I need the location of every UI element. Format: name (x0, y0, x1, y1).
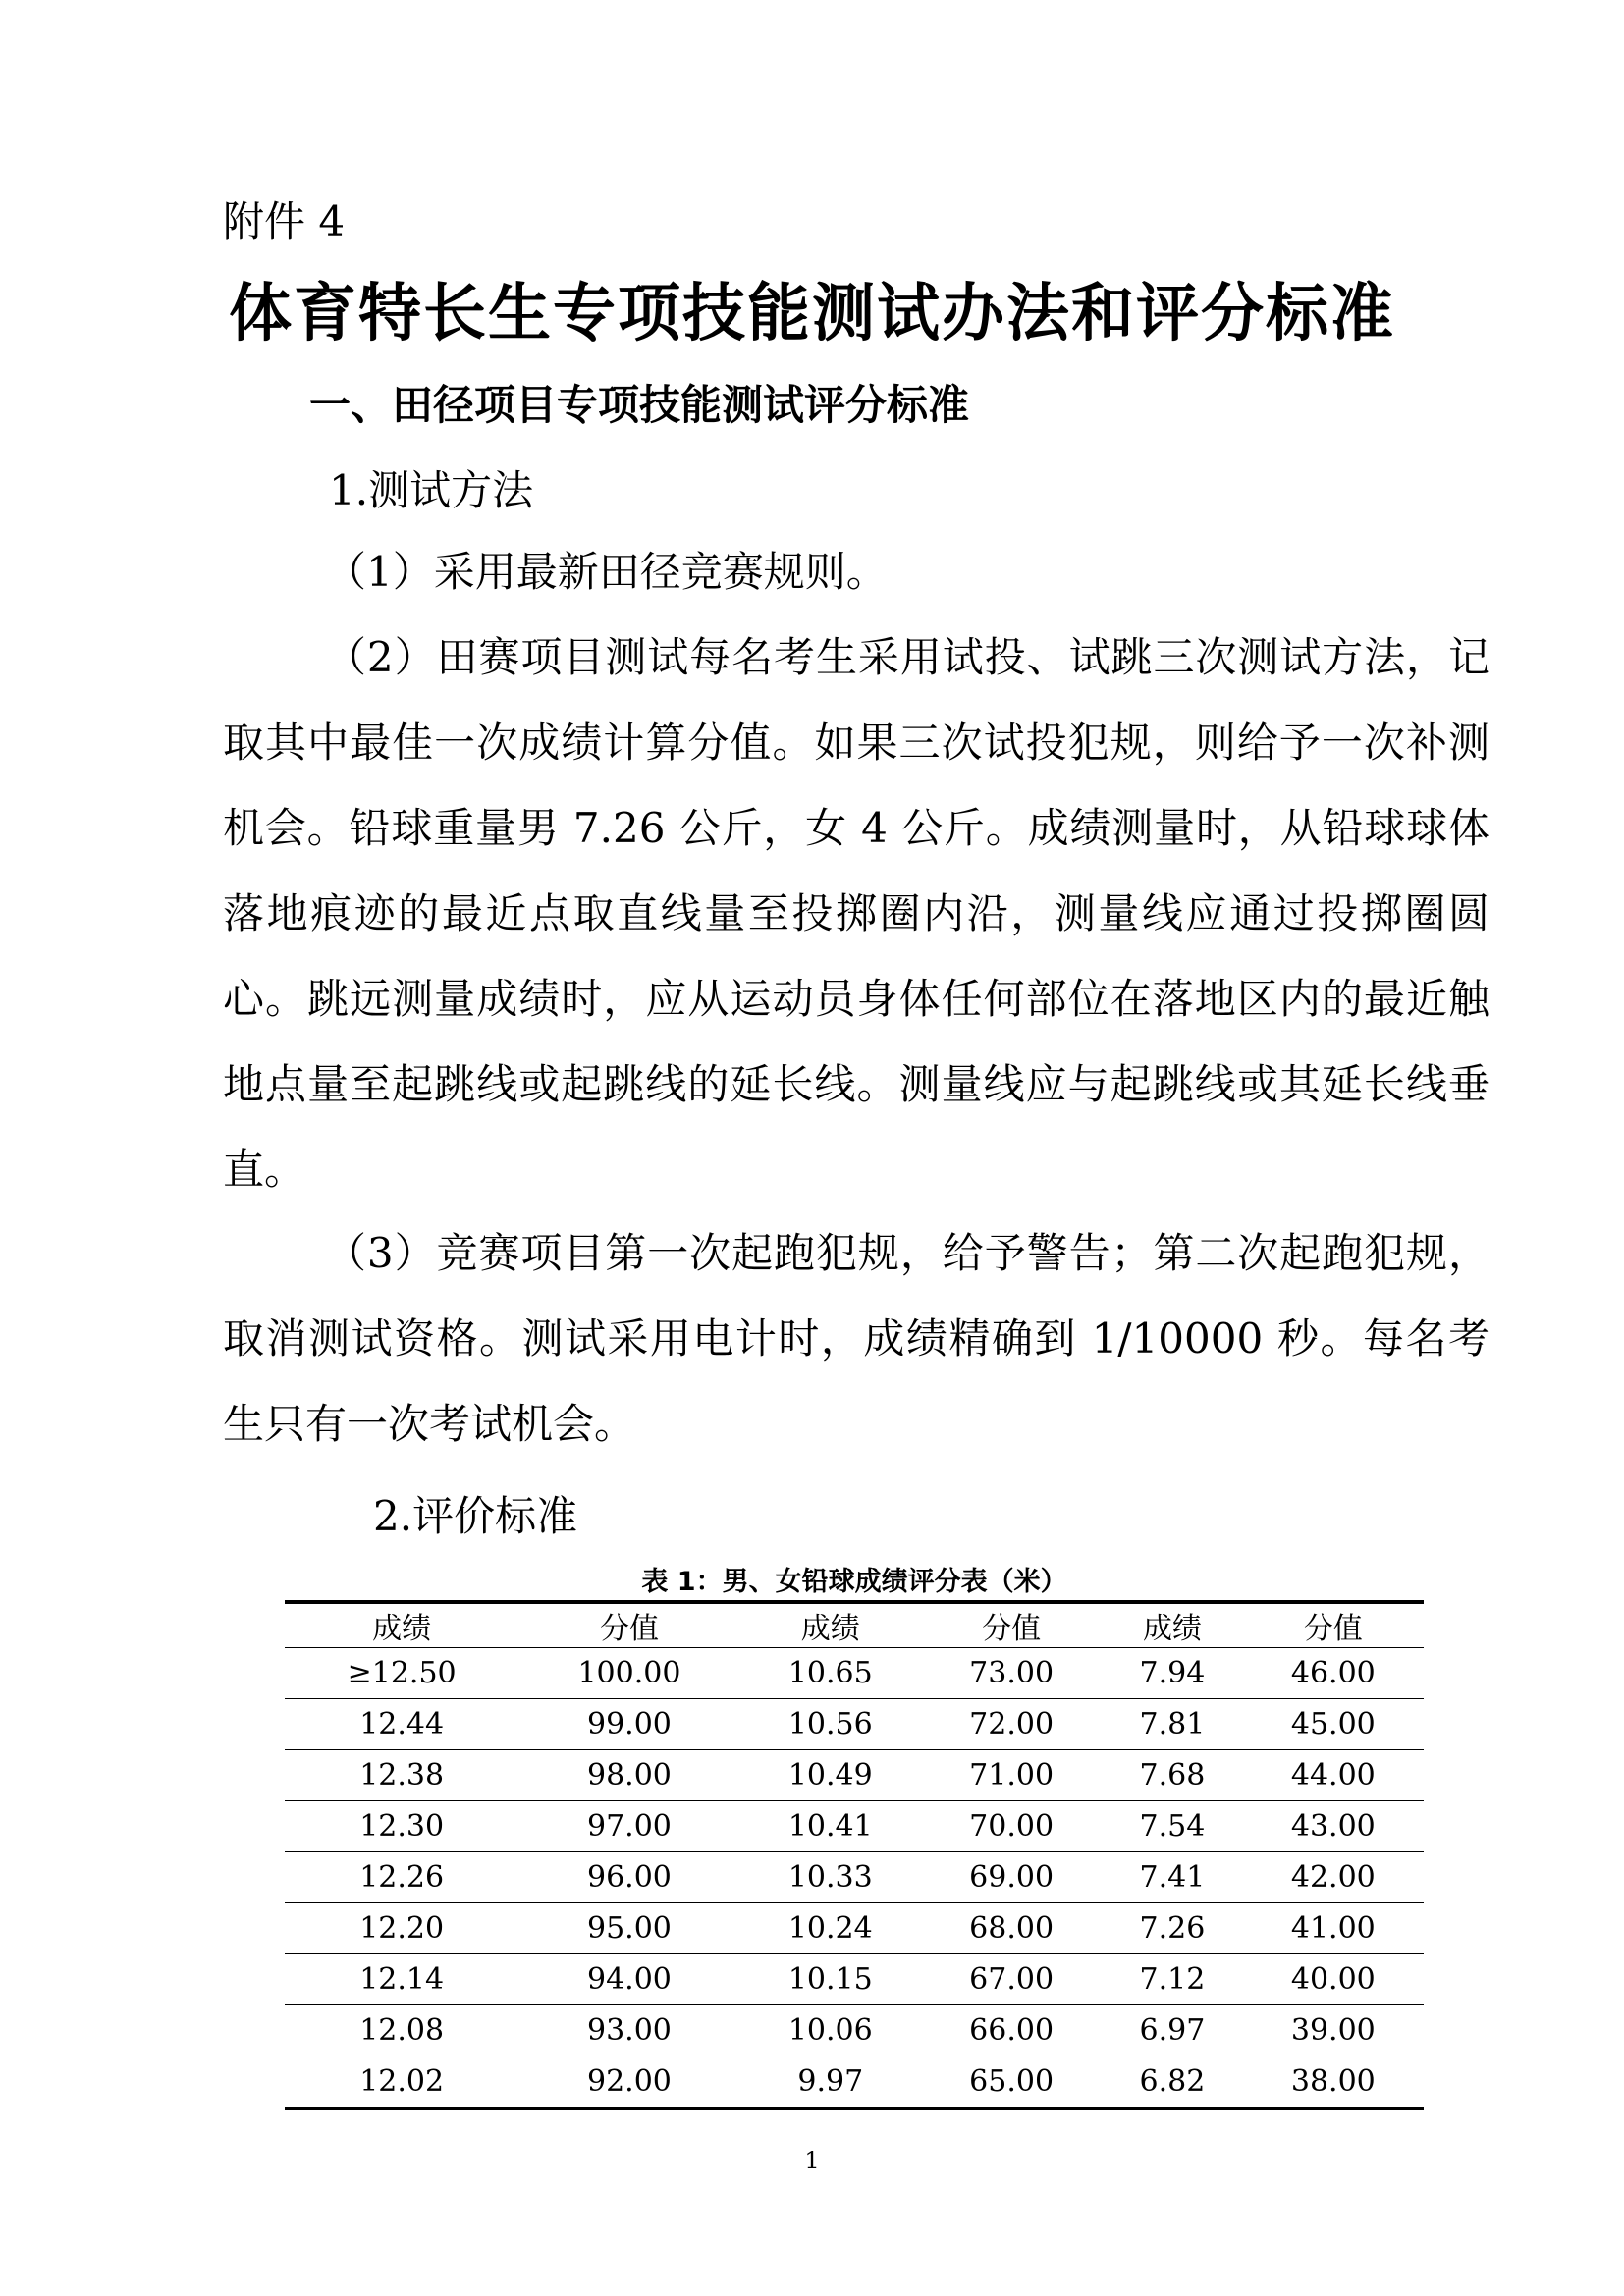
table-cell: 12.44 (285, 1699, 518, 1750)
table-cell: 7.26 (1102, 1903, 1242, 1954)
table-cell: 43.00 (1243, 1801, 1424, 1852)
table-cell: 12.30 (285, 1801, 518, 1852)
section-heading: 一、田径项目专项技能测试评分标准 (309, 381, 970, 429)
paragraph-text: （2）田赛项目测试每名考生采用试投、试跳三次测试方法，记取其中最佳一次成绩计算分值。如果三次试投犯规，则给予一次补测机会。铅球重量男 7.26 公斤，女 4 公斤。成绩测量时，从铅球球体落地痕迹的最近点取直线量至投掷圈内沿，测量线应通过投掷圈圆心。跳远测量成绩时，应从运动员身体任何部位在落地区内的最近触地点量至起跳线或起跳线的延长线。测量线应与起跳线或其延长线垂直。 (223, 633, 1489, 1194)
table-cell: 69.00 (921, 1852, 1102, 1903)
table-cell: 7.12 (1102, 1954, 1242, 2005)
table-cell: 70.00 (921, 1801, 1102, 1852)
header-cell: 成绩 (1102, 1602, 1242, 1648)
table-cell: 10.33 (740, 1852, 921, 1903)
table-caption: 表 1：男、女铅球成绩评分表（米） (641, 1567, 1067, 1597)
table-cell: 46.00 (1243, 1648, 1424, 1699)
table-cell: 10.06 (740, 2005, 921, 2056)
table-cell: 95.00 (518, 1903, 739, 1954)
table-cell: 45.00 (1243, 1699, 1424, 1750)
header-cell: 分值 (921, 1602, 1102, 1648)
paragraph-1 (223, 529, 1489, 614)
table-cell: 99.00 (518, 1699, 739, 1750)
paragraph-3 (223, 1210, 1489, 1467)
paragraph-2 (223, 614, 1489, 1212)
table-cell: 44.00 (1243, 1750, 1424, 1801)
table-cell: 67.00 (921, 1954, 1102, 2005)
table-row (285, 1954, 1424, 2005)
table-cell: 94.00 (518, 1954, 739, 2005)
table-cell: 93.00 (518, 2005, 739, 2056)
header-cell: 分值 (1243, 1602, 1424, 1648)
table-cell: 42.00 (1243, 1852, 1424, 1903)
table-cell: 10.41 (740, 1801, 921, 1852)
table-cell: 96.00 (518, 1852, 739, 1903)
table-cell: 71.00 (921, 1750, 1102, 1801)
table-cell: 66.00 (921, 2005, 1102, 2056)
table-cell: 10.49 (740, 1750, 921, 1801)
table-cell: 10.56 (740, 1699, 921, 1750)
table-cell: 73.00 (921, 1648, 1102, 1699)
header-cell: 分值 (518, 1602, 739, 1648)
table-cell: 7.41 (1102, 1852, 1242, 1903)
table-cell: 12.20 (285, 1903, 518, 1954)
table-body (285, 1648, 1424, 2109)
table-cell: 39.00 (1243, 2005, 1424, 2056)
table-cell: 6.97 (1102, 2005, 1242, 2056)
table-row (285, 2005, 1424, 2056)
attachment-label: 附件 4 (223, 197, 346, 245)
document-title: 体育特长生专项技能测试办法和评分标准 (229, 277, 1395, 350)
table-cell: 65.00 (921, 2056, 1102, 2109)
table-row (285, 1903, 1424, 1954)
table-cell: 12.26 (285, 1852, 518, 1903)
table-row (285, 1648, 1424, 1699)
table-row (285, 1801, 1424, 1852)
table-cell: 100.00 (518, 1648, 739, 1699)
table-cell: 10.24 (740, 1903, 921, 1954)
table-cell: 12.08 (285, 2005, 518, 2056)
table-cell: 12.14 (285, 1954, 518, 2005)
table-cell: 7.94 (1102, 1648, 1242, 1699)
table-cell: 98.00 (518, 1750, 739, 1801)
paragraph-text: （3）竞赛项目第一次起跑犯规，给予警告；第二次起跑犯规，取消测试资格。测试采用电计时，成绩精确到 1/10000 秒。每名考生只有一次考试机会。 (223, 1229, 1489, 1448)
table-cell: 7.68 (1102, 1750, 1242, 1801)
page-number: 1 (804, 2147, 820, 2174)
subsection-heading-criteria: 2.评价标准 (373, 1492, 578, 1540)
table-row (285, 2056, 1424, 2109)
table-cell: 10.15 (740, 1954, 921, 2005)
table-cell: 12.02 (285, 2056, 518, 2109)
table-cell: 9.97 (740, 2056, 921, 2109)
table-row (285, 1750, 1424, 1801)
table-cell: 97.00 (518, 1801, 739, 1852)
table-header-row (285, 1602, 1424, 1648)
table-cell: 72.00 (921, 1699, 1102, 1750)
header-cell: 成绩 (285, 1602, 518, 1648)
table-cell: 10.65 (740, 1648, 921, 1699)
table-cell: 7.54 (1102, 1801, 1242, 1852)
table-cell: 6.82 (1102, 2056, 1242, 2109)
table-cell: 41.00 (1243, 1903, 1424, 1954)
subsection-heading-method: 1.测试方法 (329, 466, 534, 514)
score-table (285, 1600, 1424, 2110)
table-row (285, 1852, 1424, 1903)
table-cell: 40.00 (1243, 1954, 1424, 2005)
table-cell: 7.81 (1102, 1699, 1242, 1750)
table-cell: ≥12.50 (285, 1648, 518, 1699)
table-cell: 38.00 (1243, 2056, 1424, 2109)
table-cell: 92.00 (518, 2056, 739, 2109)
table-cell: 12.38 (285, 1750, 518, 1801)
paragraph-text: （1）采用最新田径竞赛规则。 (325, 548, 888, 596)
header-cell: 成绩 (740, 1602, 921, 1648)
table-cell: 68.00 (921, 1903, 1102, 1954)
table-row (285, 1699, 1424, 1750)
